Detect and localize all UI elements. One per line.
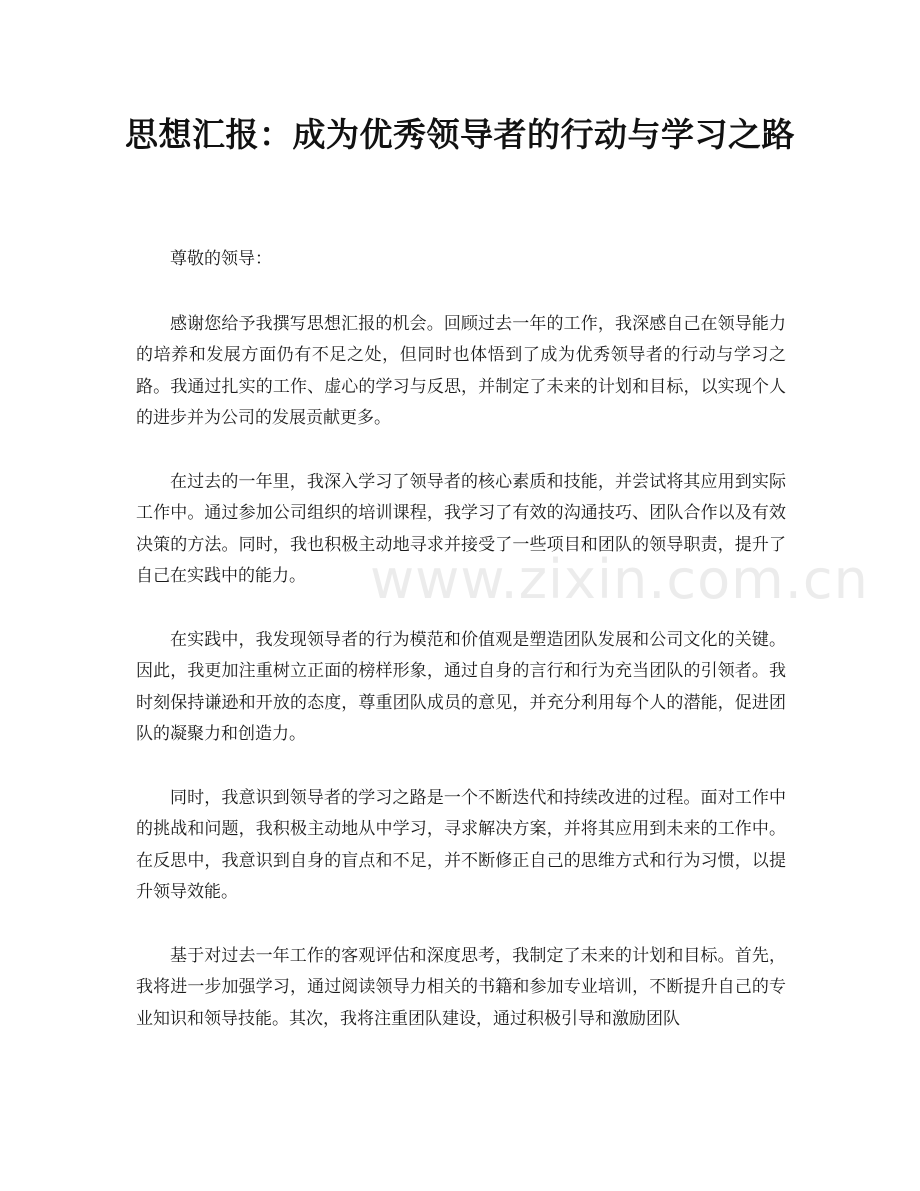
paragraph-2: 在过去的一年里，我深入学习了领导者的核心素质和技能，并尝试将其应用到实际工作中。通过参加公司组织的培训课程，我学习了有效的沟通技巧、团队合作以及有效决策的方法。同时，我也积极主动地寻求并接受了一些项目和团队的领导职责，提升了自己在实践中的能力。 (136, 471, 786, 586)
salutation: 尊敬的领导： (170, 249, 272, 269)
paragraph-4: 同时，我意识到领导者的学习之路是一个不断迭代和持续改进的过程。面对工作中的挑战和问题，我积极主动地从中学习，寻求解决方案，并将其应用到未来的工作中。在反思中，我意识到自身的盲点和不足，并不断修正自己的思维方式和行为习惯，以提升领导效能。 (136, 787, 786, 902)
document-body (136, 244, 786, 1067)
watermark: www.zixin.com.cn (370, 548, 869, 611)
paragraph-3: 在实践中，我发现领导者的行为模范和价值观是塑造团队发展和公司文化的关键。因此，我更加注重树立正面的榜样形象，通过自身的言行和行为充当团队的引领者。我时刻保持谦逊和开放的态度，尊重团队成员的意见，并充分利用每个人的潜能，促进团队的凝聚力和创造力。 (136, 629, 786, 744)
document-title: 思想汇报：成为优秀领导者的行动与学习之路 (125, 115, 795, 154)
paragraph-1: 感谢您给予我撰写思想汇报的机会。回顾过去一年的工作，我深感自己在领导能力的培养和发展方面仍有不足之处，但同时也体悟到了成为优秀领导者的行动与学习之路。我通过扎实的工作、虚心的学习与反思，并制定了未来的计划和目标，以实现个人的进步并为公司的发展贡献更多。 (136, 313, 786, 428)
paragraph-5: 基于对过去一年工作的客观评估和深度思考，我制定了未来的计划和目标。首先，我将进一步加强学习，通过阅读领导力相关的书籍和参加专业培训，不断提升自己的专业知识和领导技能。其次，我将注重团队建设，通过积极引导和激励团队 (136, 945, 786, 1029)
